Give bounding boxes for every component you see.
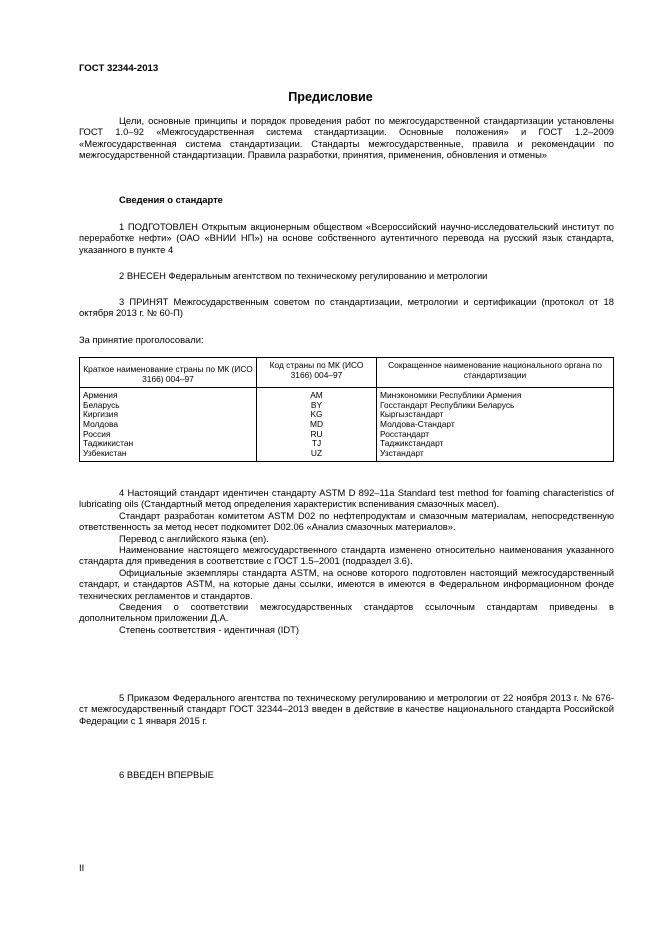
page-title: Предисловие (288, 90, 373, 104)
voted-label: За принятие проголосовали: (79, 334, 204, 345)
voting-table (79, 357, 614, 462)
col-header-code: Код страны по МК (ИСО 3166) 004–97 (257, 358, 377, 388)
intro-paragraph: Цели, основные принципы и порядок проведения работ по межгосударственной стандартизации установлены ГОСТ 1.0–92 «Межгосударственная система стандартизации. Основные положения» и ГОСТ 1.2–2009 «Межгосударственная система стандартизации. Стандарты межгосударственные, правила и рекомендации по межгосударственной стандартизации. Правила разработки, принятия, применения, обновления и отмены» (79, 115, 614, 161)
item-4-block (79, 487, 614, 635)
item-1-paragraph: 1 ПОДГОТОВЛЕН Открытым акционерным обществом «Всероссийский научно-исследовательский институт по переработке нефти» (ОАО «ВНИИ НП») на основе собственного аутентичного перевода на русский язык стандарта, указанного в пункте 4 (79, 221, 614, 255)
country-cell: Беларусь (80, 401, 257, 411)
degree-paragraph: Степень соответствия - идентичная (IDT) (119, 623, 299, 635)
code-cell: RU (257, 430, 377, 440)
committee-paragraph: Стандарт разработан комитетом ASTM D02 по нефтепродуктам и смазочным материалам, непосредственную ответственность за метод несет подкомитет D02.06 «Анализ смазочных материалов». (79, 509, 614, 533)
col-header-body: Сокращенное наименование национального органа по стандартизации (377, 358, 614, 388)
country-cell: Молдова (80, 420, 257, 430)
col-header-country: Краткое наименование страны по МК (ИСО 3166) 004–97 (80, 358, 257, 388)
body-cell: Госстандарт Республики Беларусь (377, 401, 614, 411)
code-cell: KG (257, 410, 377, 420)
body-cell: Таджикстандарт (377, 439, 614, 449)
body-cell: Минэкономики Республики Армения (377, 388, 614, 401)
code-cell: BY (257, 401, 377, 411)
item-2-paragraph: 2 ВНЕСЕН Федеральным агентством по техническому регулированию и метрологии (119, 270, 488, 281)
country-cell: Таджикистан (80, 439, 257, 449)
item-4-paragraph: 4 Настоящий стандарт идентичен стандарту ASTM D 892–11a Standard test method for foaming characteristics of lubricating oils (Стандартный метод определения характеристик вспенивания смазочных масел). (79, 487, 614, 510)
body-cell: Молдова-Стандарт (377, 420, 614, 430)
table-row (80, 439, 614, 449)
name-change-paragraph: Наименование настоящего межгосударственного стандарта изменено относительно наименования указанного стандарта для приведения в соответствие с ГОСТ 1.5–2001 (подраздел 3.6). (79, 544, 614, 567)
country-cell: Армения (80, 388, 257, 401)
table-row (80, 420, 614, 430)
code-cell: MD (257, 420, 377, 430)
page-number: II (79, 862, 85, 873)
official-copies-paragraph: Официальные экземпляры стандарта ASTM, на основе которого подготовлен настоящий межгосударственный стандарт, и стандартов ASTM, на которые даны ссылки, имеются в имеются в Федеральном информационном фонде технических регламентов и стандартов. (79, 566, 614, 601)
code-cell: AM (257, 388, 377, 401)
code-cell: TJ (257, 439, 377, 449)
table-row (80, 410, 614, 420)
item-6-paragraph: 6 ВВЕДЕН ВПЕРВЫЕ (119, 769, 214, 780)
body-cell: Росстандарт (377, 430, 614, 440)
references-paragraph: Сведения о соответствии межгосударственных стандартов ссылочным стандартам приведены в дополнительном приложении Д.А. (79, 601, 614, 624)
body-cell: Кыргызстандарт (377, 410, 614, 420)
section-heading: Сведения о стандарте (119, 194, 223, 205)
table-row (80, 388, 614, 401)
country-cell: Россия (80, 430, 257, 440)
item-5-paragraph: 5 Приказом Федерального агентства по техническому регулированию и метрологии от 22 ноября 2013 г. № 676-ст межгосударственный стандарт ГОСТ 32344–2013 введен в действие в качестве национального стандарта Российской Федерации с 1 января 2015 г. (79, 692, 614, 726)
table-row (80, 401, 614, 411)
document-id: ГОСТ 32344-2013 (79, 63, 159, 74)
code-cell: UZ (257, 449, 377, 462)
country-cell: Узбекистан (80, 449, 257, 462)
country-cell: Киргизия (80, 410, 257, 420)
table-row (80, 449, 614, 462)
body-cell: Узстандарт (377, 449, 614, 462)
item-3-paragraph: 3 ПРИНЯТ Межгосударственным советом по стандартизации, метрологии и сертификации (протокол от 18 октября 2013 г. № 60-П) (79, 296, 614, 319)
translation-paragraph: Перевод с английского языка (en). (119, 532, 269, 544)
table-header-row (80, 358, 614, 388)
table-row (80, 430, 614, 440)
